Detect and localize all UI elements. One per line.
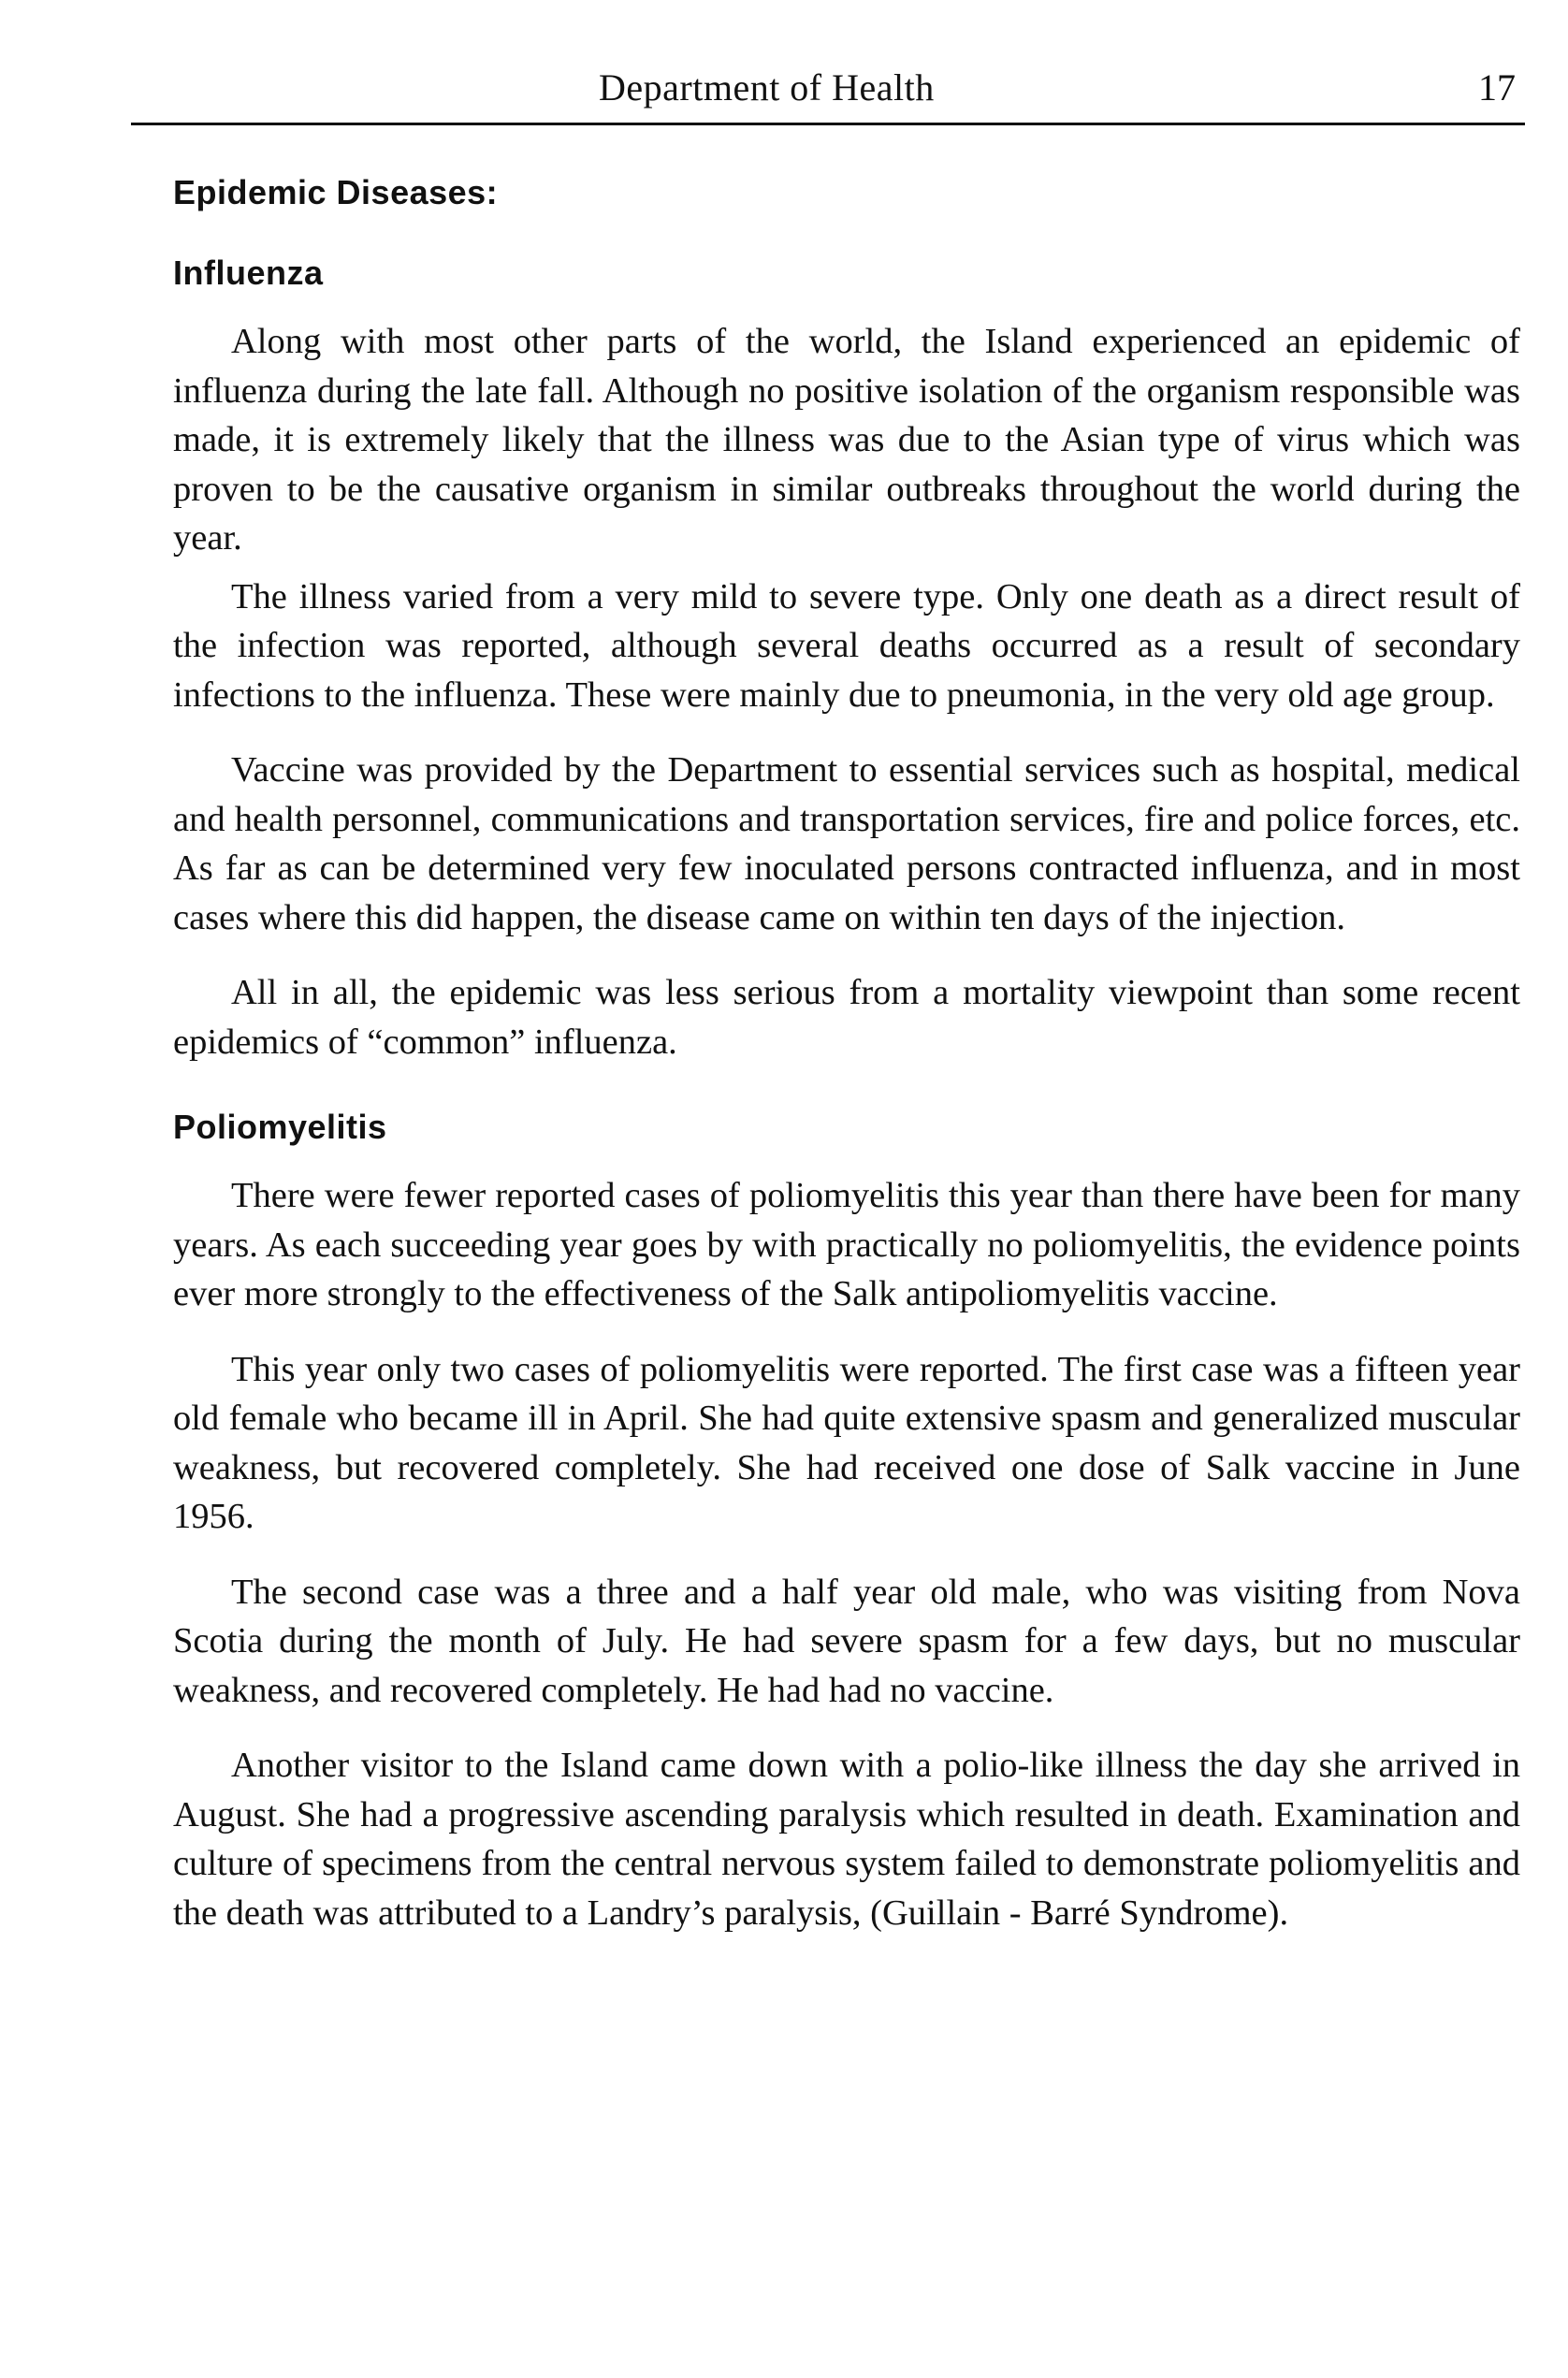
influenza-paragraph-1: Along with most other parts of the world, the Island experienced an epidemic of influenza during the late fall. Although no positive isolation of the organism responsible was made, it is extremely likely that the illness was due to the Asian type of virus which was proven to be the causative organism in similar outbreaks throughout the world during the year. xyxy=(173,322,1520,558)
header-divider xyxy=(131,123,1525,125)
influenza-paragraph-2: The illness varied from a very mild to severe type. Only one death as a direct result of the infection was reported, although several deaths occurred as a result of secondary infections to the influenza. These were mainly due to pneumonia, in the very old age group. xyxy=(173,576,1520,715)
page-body xyxy=(173,173,1520,1937)
main-heading: Epidemic Diseases: xyxy=(173,173,499,211)
poliomyelitis-paragraph-4: Another visitor to the Island came down with a polio-like illness the day she arrived in August. She had a progressive ascending paralysis which resulted in death. Examination and culture of specimens from the central nervous system failed to demonstrate poliomyelitis and the death was attributed to a Landry’s paralysis, (Guillain - Barré Syndrome). xyxy=(173,1746,1520,1933)
poliomyelitis-paragraph-2: This year only two cases of poliomyelitis were reported. The first case was a fifteen year old female who became ill in April. She had quite extensive spasm and generalized muscular weakness, but recovered completely. She had received one dose of Salk vaccine in June 1956. xyxy=(173,1349,1520,1536)
influenza-paragraph-3: Vaccine was provided by the Department to essential services such as hospital, medical and health personnel, communications and transportation services, fire and police forces, etc. As far as can be determined very few inoculated persons contracted influenza, and in most cases where this did happen, the disease came on within ten days of the injection. xyxy=(173,750,1520,937)
influenza-paragraph-4: All in all, the epidemic was less serious from a mortality viewpoint than some recent epidemics of “common” influenza. xyxy=(173,973,1520,1062)
poliomyelitis-heading: Poliomyelitis xyxy=(173,1108,387,1146)
running-header xyxy=(0,65,1516,122)
page-number: 17 xyxy=(1478,66,1516,109)
poliomyelitis-paragraph-1: There were fewer reported cases of poliomyelitis this year than there have been for many years. As each succeeding year goes by with practically no poliomyelitis, the evidence points ever more strongly to the effectiveness of the Salk antipoliomyelitis vaccine. xyxy=(173,1176,1520,1313)
header-title: Department of Health xyxy=(599,66,935,109)
influenza-heading: Influenza xyxy=(173,254,324,292)
poliomyelitis-paragraph-3: The second case was a three and a half year old male, who was visiting from Nova Scotia during the month of July. He had severe spasm for a few days, but no muscular weakness, and recovered completely. He had had no vaccine. xyxy=(173,1572,1520,1710)
